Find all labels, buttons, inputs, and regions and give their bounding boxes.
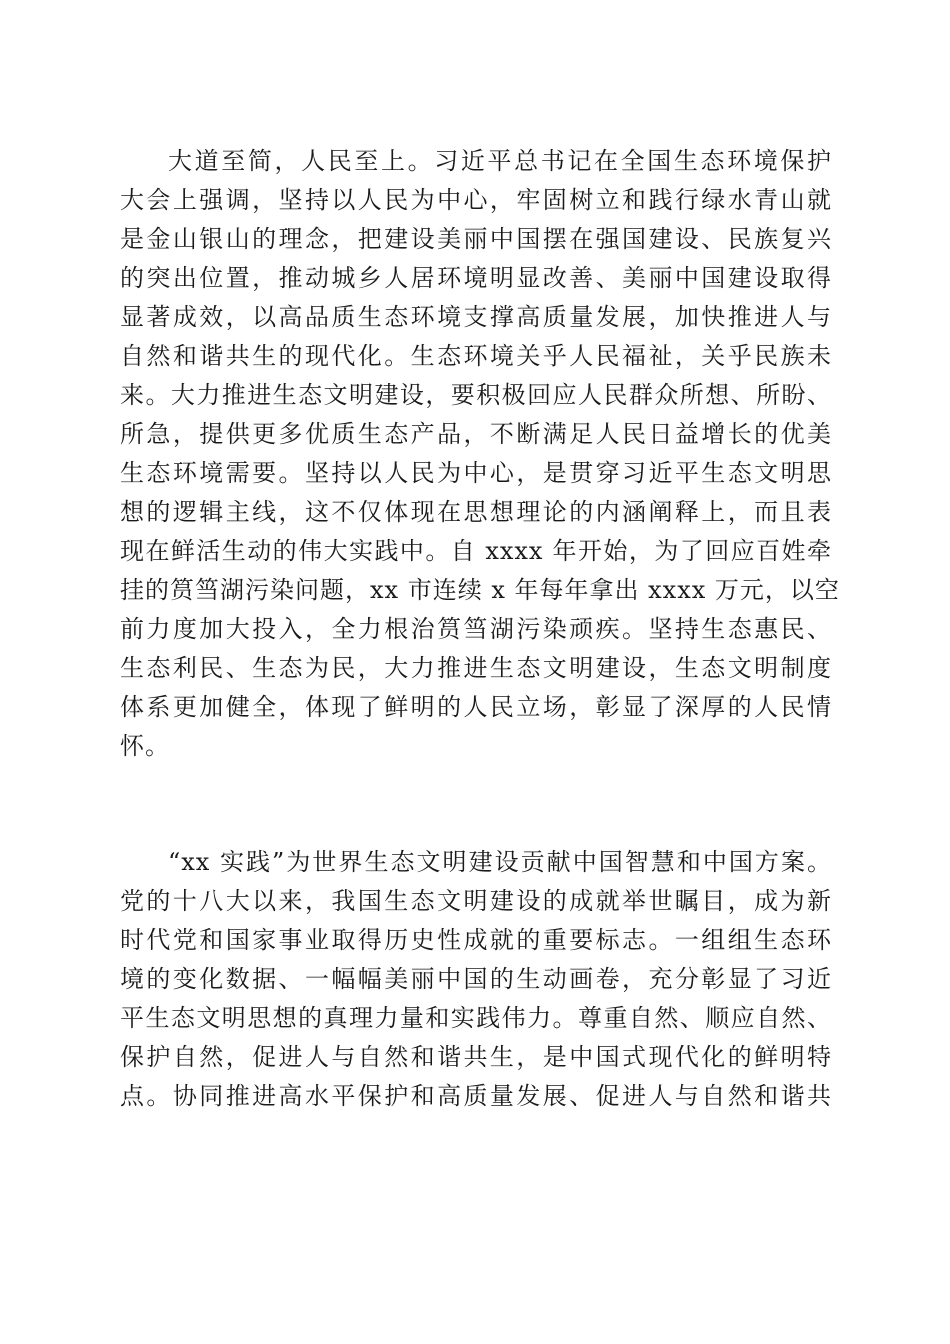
paragraph-line: 时代党和国家事业取得历史性成就的重要标志。一组组生态环 [120,926,832,954]
paragraph-line: 前力度加大投入，全力根治筼筜湖污染顽疾。坚持生态惠民、 [120,615,832,643]
paragraph-line: 大道至简，人民至上。习近平总书记在全国生态环境保护 [168,147,832,175]
paragraph-line: 生态环境需要。坚持以人民为中心，是贯穿习近平生态文明思 [120,459,832,487]
paragraph-line: 所急，提供更多优质生态产品，不断满足人民日益增长的优美 [120,420,832,448]
paragraph-line: 体系更加健全，体现了鲜明的人民立场，彰显了深厚的人民情 [120,693,832,721]
paragraph-line: 自然和谐共生的现代化。生态环境关乎人民福祉，关乎民族未 [120,342,832,370]
paragraph-line: 是金山银山的理念，把建设美丽中国摆在强国建设、民族复兴 [120,225,832,253]
paragraph-xx-practice [120,843,832,1116]
paragraph-line: 生态利民、生态为民，大力推进生态文明建设，生态文明制度 [120,654,832,682]
paragraph-line: 怀。 [120,732,170,760]
paragraph-line: 显著成效，以高品质生态环境支撑高质量发展，加快推进人与 [120,303,832,331]
paragraph-line: 的突出位置，推动城乡人居环境明显改善、美丽中国建设取得 [120,264,832,292]
paragraph-line: 挂的筼筜湖污染问题，xx 市连续 x 年每年拿出 xxxx 万元，以空 [120,576,840,604]
paragraph-line: 点。协同推进高水平保护和高质量发展、促进人与自然和谐共 [120,1082,832,1110]
paragraph-line: 党的十八大以来，我国生态文明建设的成就举世瞩目，成为新 [120,887,832,915]
paragraph-people-centered [120,142,840,766]
paragraph-line: 现在鲜活生动的伟大实践中。自 xxxx 年开始，为了回应百姓牵 [120,537,832,565]
paragraph-line: “xx 实践”为世界生态文明建设贡献中国智慧和中国方案。 [168,848,832,876]
paragraph-line: 境的变化数据、一幅幅美丽中国的生动画卷，充分彰显了习近 [120,965,832,993]
paragraph-line: 平生态文明思想的真理力量和实践伟力。尊重自然、顺应自然、 [120,1004,832,1032]
paragraph-line: 大会上强调，坚持以人民为中心，牢固树立和践行绿水青山就 [120,186,832,214]
paragraph-line: 来。大力推进生态文明建设，要积极回应人民群众所想、所盼、 [120,381,832,409]
paragraph-line: 保护自然，促进人与自然和谐共生，是中国式现代化的鲜明特 [120,1043,832,1071]
paragraph-line: 想的逻辑主线，这不仅体现在思想理论的内涵阐释上，而且表 [120,498,832,526]
